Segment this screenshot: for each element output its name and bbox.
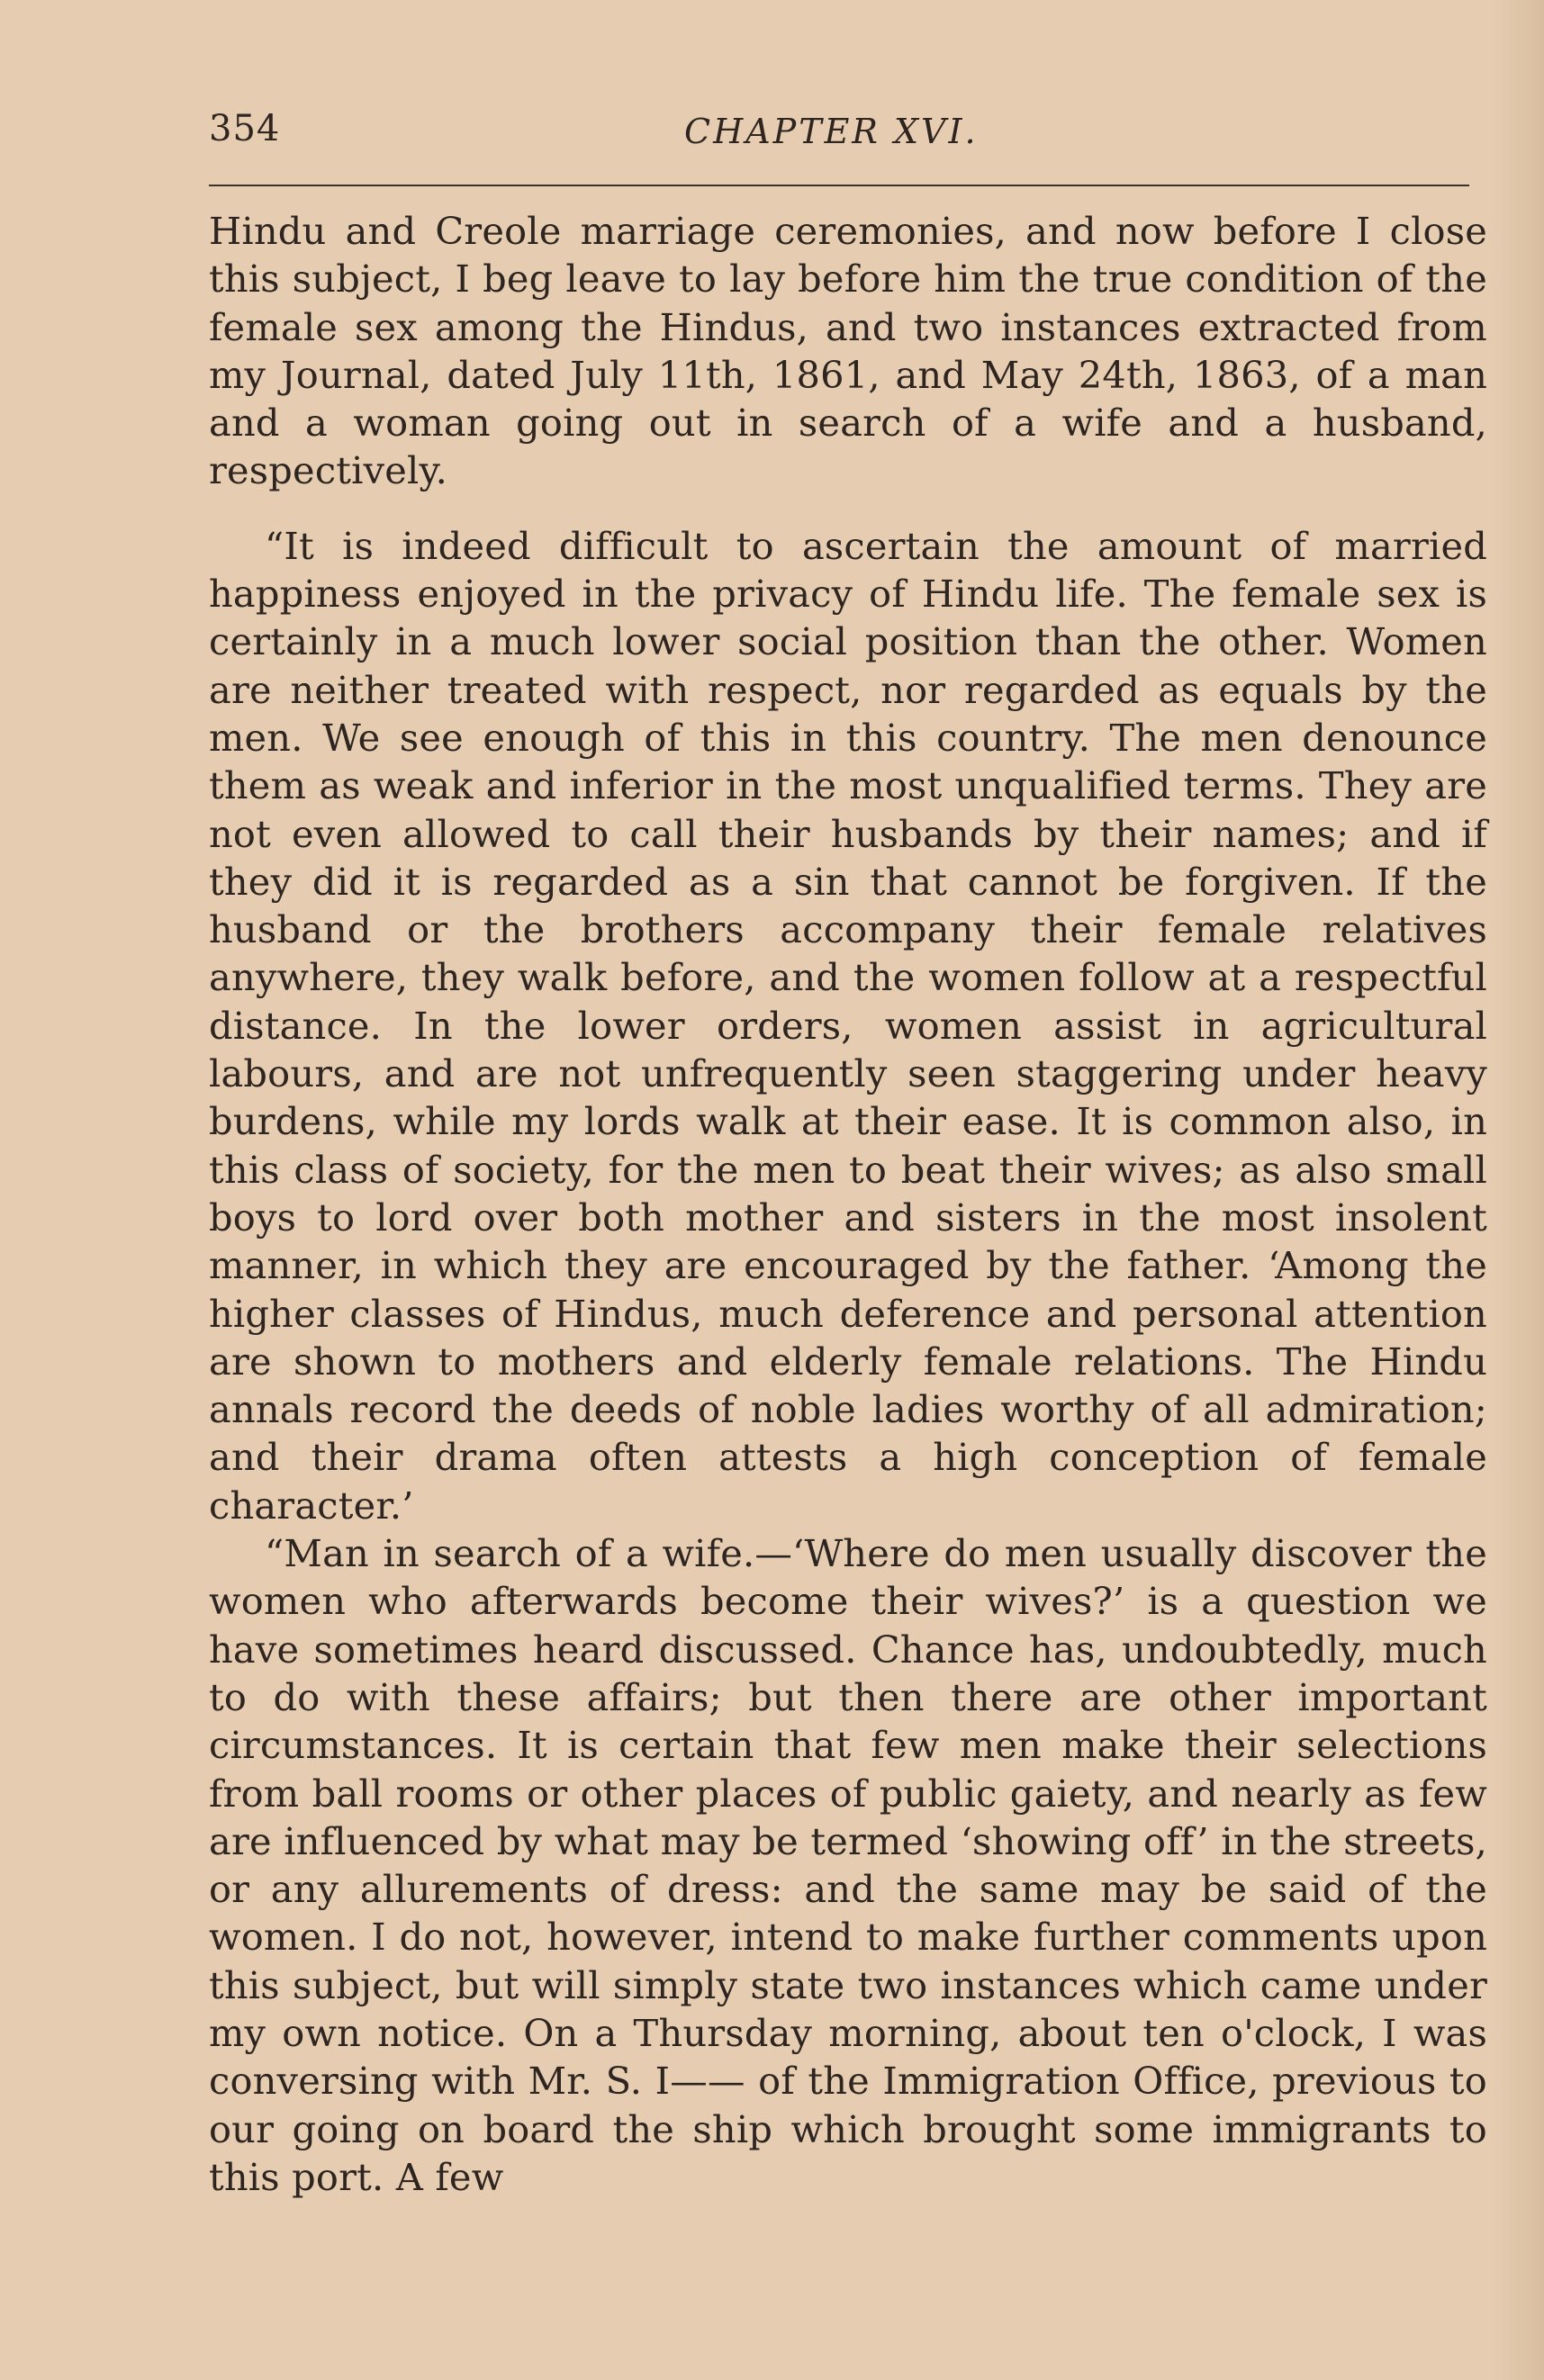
page-header	[209, 108, 1469, 162]
paragraph-hindu-women: “It is indeed difficult to ascertain the amount of married happiness enjoyed in the privacy of Hindu life. The female sex is certainly in a much lower social position than the other. Women are neither treated with respect, nor regarded as equals by the men. We see enough of this in this country. The men denounce them as weak and inferior in the most unqualified terms. They are not even allowed to call their husbands by their names; and if they did it is regarded as a sin that cannot be forgiven. If the husband or the brothers accompany their female relatives anywhere, they walk before, and the women follow at a respectful distance. In the lower orders, women assist in agricultural labours, and are not unfrequently seen staggering under heavy burdens, while my lords walk at their ease. It is common also, in this class of society, for the men to beat their wives; as also small boys to lord over both mother and sisters in the most insolent manner, in which they are encouraged by the father. ‘Among the higher classes of Hindus, much deference and personal attention are shown to mothers and elderly female relations. The Hindu annals record the deeds of noble ladies worthy of all admiration; and their drama often attests a high conception of female character.’	[209, 523, 1487, 1528]
paragraph-man-in-search-of-wife: “Man in search of a wife.—‘Where do men usually discover the women who afterwards become their wives?’ is a question we have sometimes heard discussed. Chance has, undoubtedly, much to do with these affairs; but then there are other important circumstances. It is certain that few men make their selections from ball rooms or other places of public gaiety, and nearly as few are influenced by what may be termed ‘showing off’ in the streets, or any allurements of dress: and the same may be said of the women. I do not, however, intend to make further comments upon this subject, but will simply state two instances which came under my own notice. On a Thursday morning, about ten o'clock, I was conversing with Mr. S. I—— of the Immigration Office, previous to our going on board the ship which brought some immigrants to this port. A few	[209, 1531, 1487, 2199]
header-rule	[209, 185, 1469, 186]
page-edge-shadow	[1490, 0, 1544, 2380]
paragraph-intro: Hindu and Creole marriage ceremonies, and now before I close this subject, I beg leave to lay before him the true condition of the female sex among the Hindus, and two instances extracted from my Journal, dated July 11th, 1861, and May 24th, 1863, of a man and a woman going out in search of a wife and a husband, respectively.	[209, 209, 1487, 493]
running-head: CHAPTER XVI.	[684, 112, 979, 151]
page-number: 354	[209, 108, 281, 149]
body-text	[209, 207, 1487, 2201]
